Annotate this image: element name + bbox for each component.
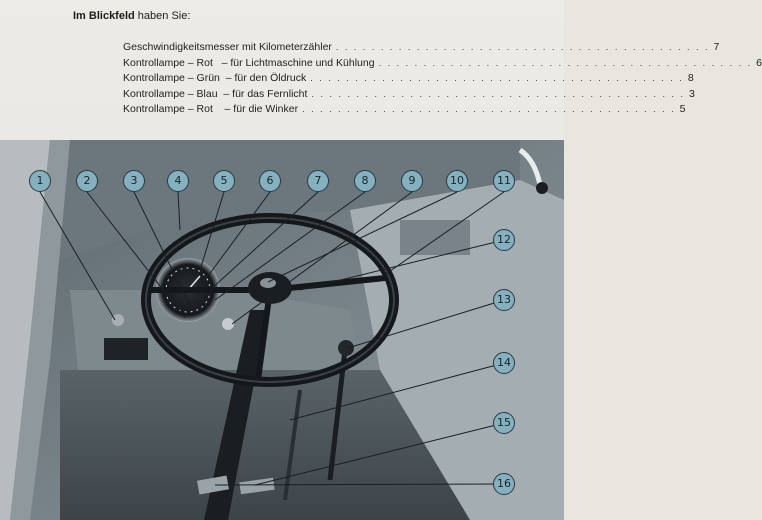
section-heading [73,10,190,22]
callout-marker: 6 [259,170,281,192]
item-text: Kontrollampe – Grün – für den Öldruck [123,72,307,84]
instrument-list [123,40,762,118]
list-item [123,87,695,103]
callout-marker: 9 [401,170,423,192]
item-text: Kontrollampe – Blau – für das Fernlicht [123,87,308,100]
callout-marker: 5 [213,170,235,192]
callout-marker: 11 [493,170,515,192]
dashboard-photo [0,140,564,520]
item-text: Kontrollampe – Rot – für Lichtmaschine und Kühlung [123,56,375,69]
callout-marker: 15 [493,412,515,434]
item-page: 5 [679,103,686,115]
dashboard-illustration [0,140,564,520]
callout-marker: 10 [446,170,468,192]
list-item [123,102,686,118]
callout-marker: 3 [123,170,145,192]
callout-marker: 16 [493,473,515,495]
leader-dots: . . . . . . . . . . . . . . . . . . . . . . . . . . . . . . . . . . . . . . . . . . [335,42,710,52]
callout-marker: 8 [354,170,376,192]
callout-marker: 12 [493,229,515,251]
item-text: Geschwindigkeitsmesser mit Kilometerzähler [123,41,332,53]
callout-marker: 7 [307,170,329,192]
leader-dots: . . . . . . . . . . . . . . . . . . . . . . . . . . . . . . . . . . . . . . . . . . [302,104,676,114]
item-page: 8 [687,72,694,84]
list-item [123,71,694,87]
leader-dots: . . . . . . . . . . . . . . . . . . . . . . . . . . . . . . . . . . . . . . . . . . [378,57,753,68]
item-page: 3 [688,87,695,100]
callout-marker: 13 [493,289,515,311]
callout-marker: 1 [29,170,51,192]
list-item [123,56,762,72]
heading-rest: haben Sie: [134,10,191,22]
callout-marker: 4 [167,170,189,192]
item-page: 7 [713,41,720,53]
leader-dots: . . . . . . . . . . . . . . . . . . . . . . . . . . . . . . . . . . . . . . . . . . [310,73,684,83]
item-text: Kontrollampe – Rot – für die Winker [123,103,299,115]
leader-dots: . . . . . . . . . . . . . . . . . . . . . . . . . . . . . . . . . . . . . . . . . . [311,88,685,99]
list-item [123,40,720,56]
callout-marker: 14 [493,352,515,374]
heading-bold: Im Blickfeld [73,10,135,22]
callout-marker: 2 [76,170,98,192]
item-page: 6 [756,56,762,69]
